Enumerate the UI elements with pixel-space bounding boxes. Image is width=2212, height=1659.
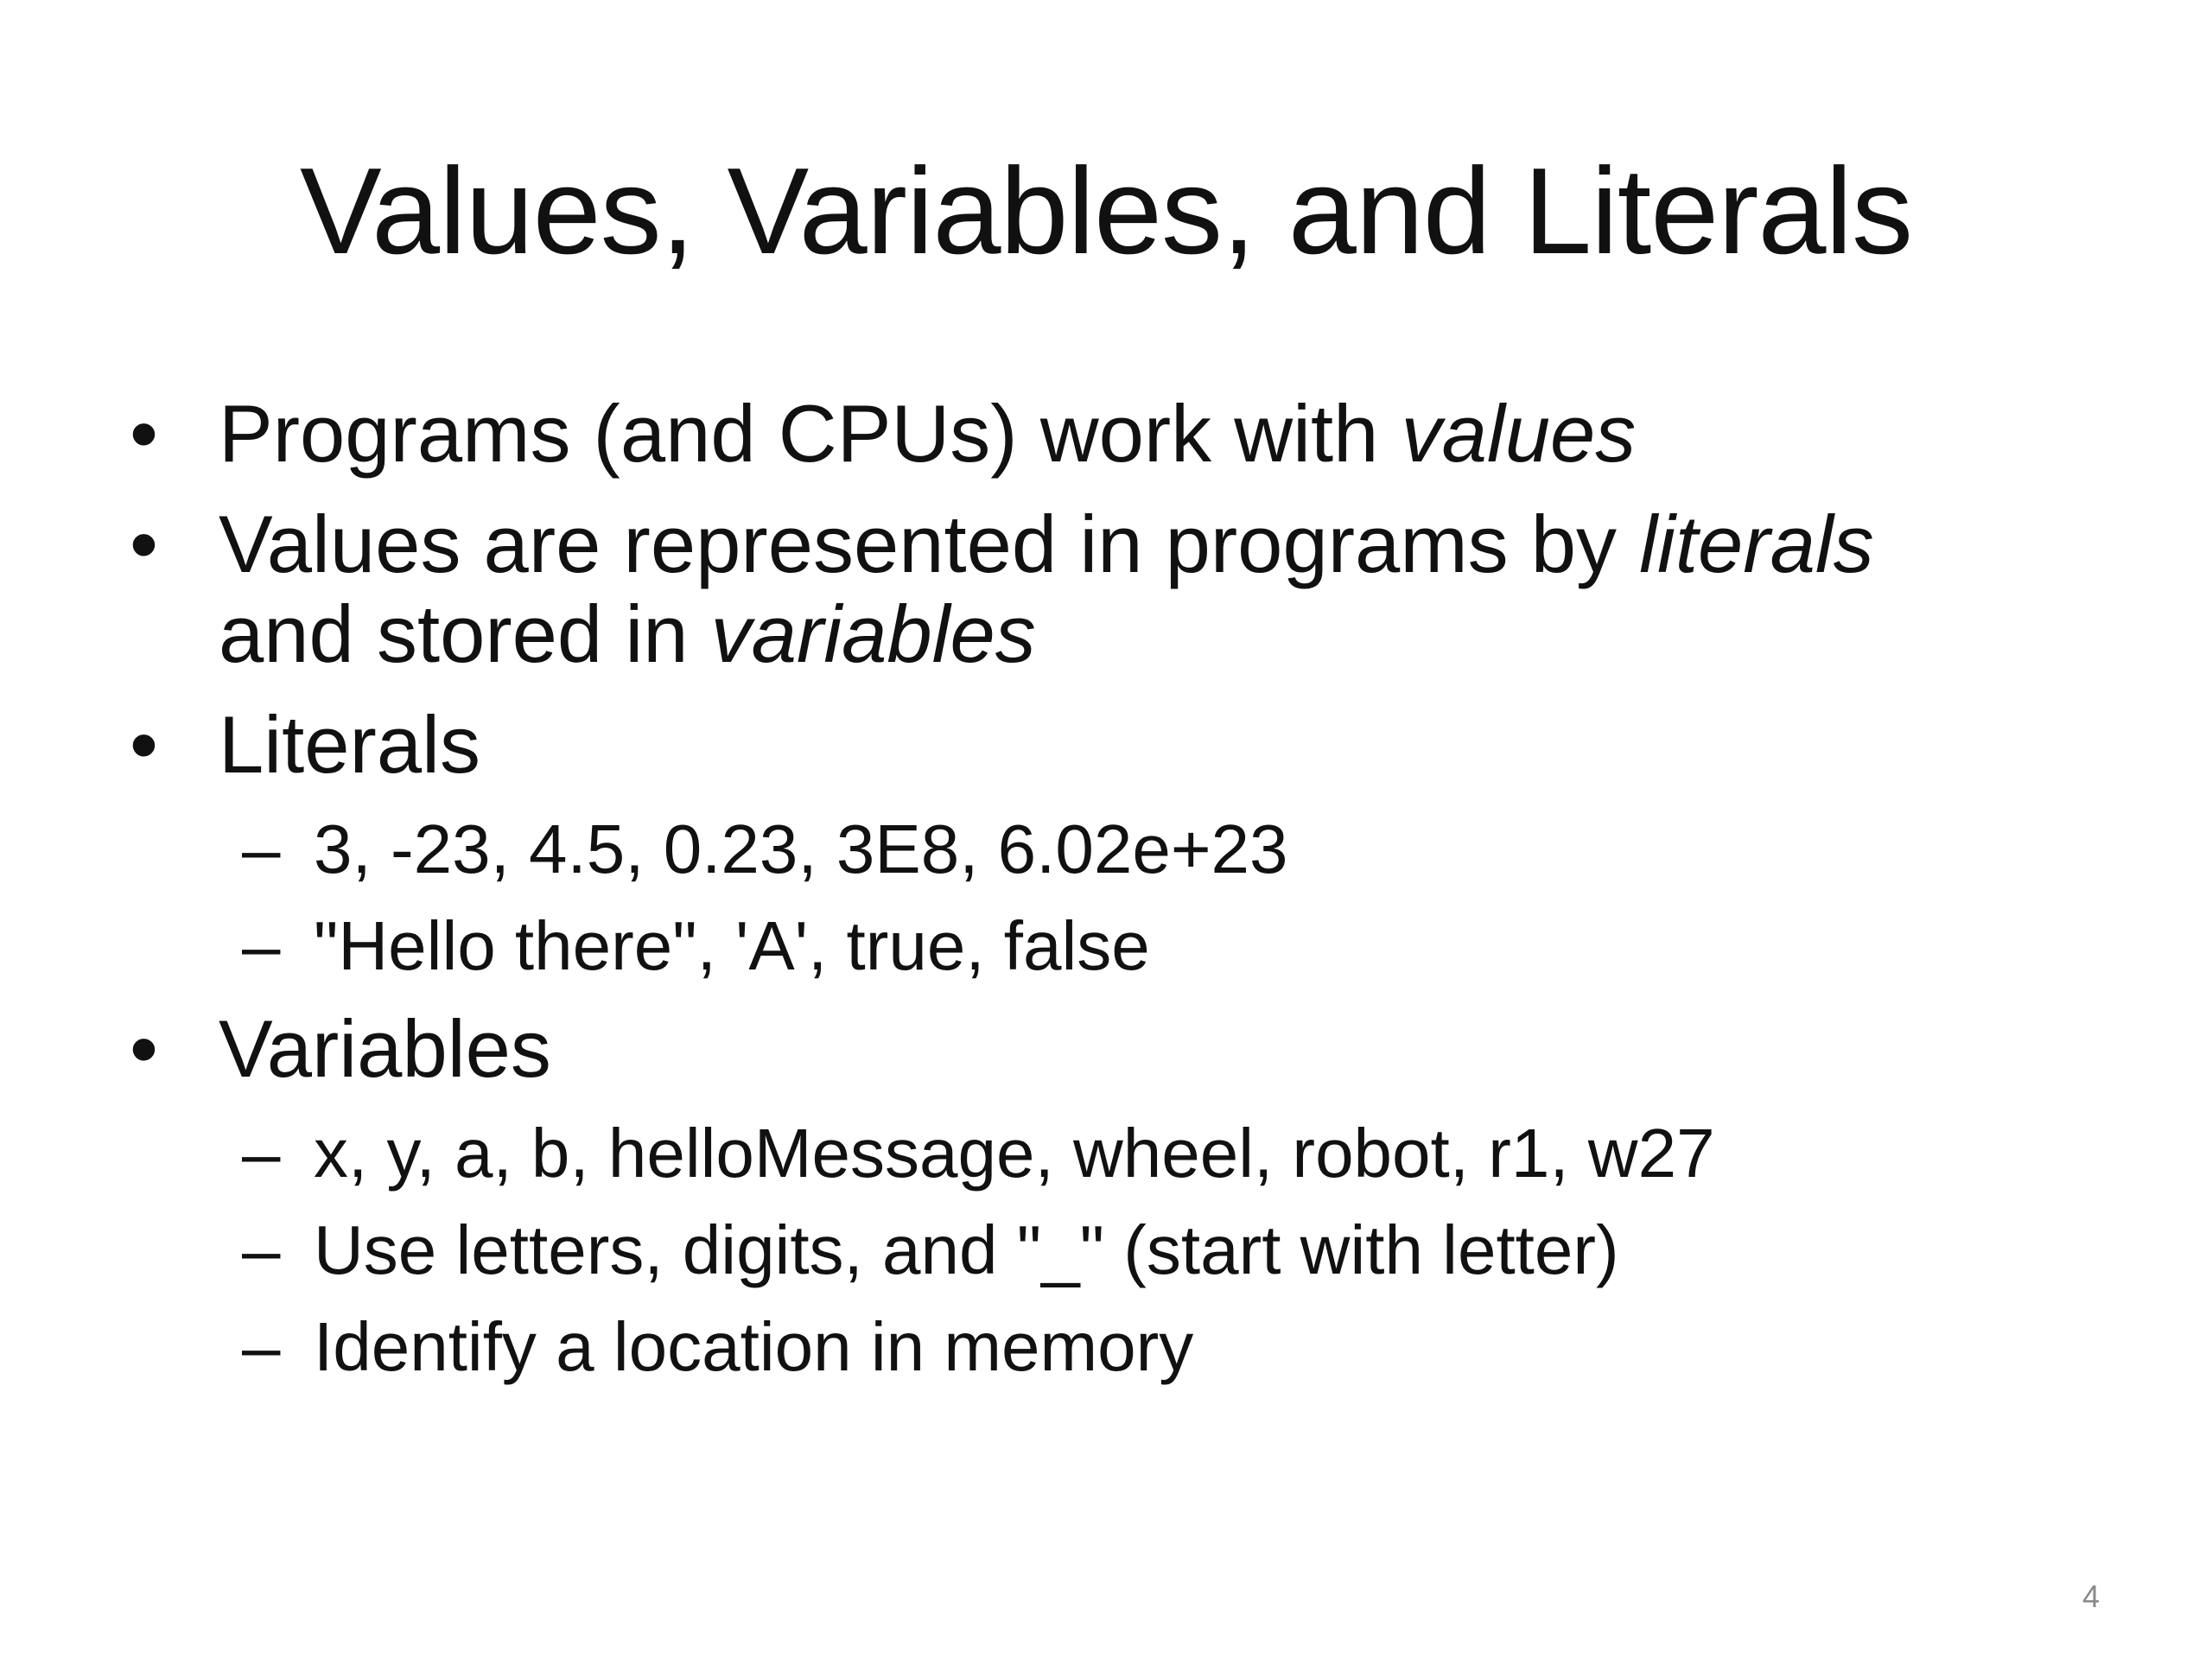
bullet-values-represented <box>130 499 2117 679</box>
bullet-marker: • <box>130 699 158 790</box>
bullet-marker: • <box>130 1003 158 1094</box>
subitem-text: x, y, a, b, helloMessage, wheel, robot, r1, w27 <box>314 1115 1715 1192</box>
slide-number: 4 <box>2082 1579 2100 1614</box>
bullet-variables <box>130 1004 2117 1094</box>
bullet-label: Variables <box>219 1003 551 1094</box>
subitem-literal-numbers <box>130 810 2117 888</box>
subitem-variable-examples <box>130 1115 2117 1192</box>
bullet-text-part: and stored in <box>219 588 711 679</box>
subitem-text: Identify a location in memory <box>314 1308 1194 1385</box>
bullet-text-part: Values are represented in programs by <box>219 499 1640 589</box>
bullet-text-part: Programs (and CPUs) work with <box>219 388 1402 479</box>
bullet-text <box>219 499 2117 679</box>
bullet-marker: • <box>130 388 158 479</box>
subitem-marker: – <box>242 1308 281 1385</box>
bullet-text <box>219 389 2117 479</box>
subitem-marker: – <box>242 810 281 887</box>
emphasis-literals: literals <box>1639 499 1874 589</box>
subitem-marker: – <box>242 1211 281 1288</box>
subitem-text: Use letters, digits, and "_" (start with letter) <box>314 1211 1619 1288</box>
bullet-marker: • <box>130 499 158 589</box>
slide-body <box>130 389 2117 1405</box>
slide-title: Values, Variables, and Literals <box>299 143 1913 280</box>
subitem-text: 3, -23, 4.5, 0.23, 3E8, 6.02e+23 <box>314 810 1288 887</box>
emphasis-variables: variables <box>710 588 1036 679</box>
subitem-marker: – <box>242 1115 281 1192</box>
bullet-programs-values <box>130 389 2117 479</box>
subitem-literal-strings <box>130 907 2117 985</box>
emphasis-values: values <box>1401 388 1637 479</box>
subitem-variable-memory <box>130 1308 2117 1386</box>
subitem-variable-naming <box>130 1211 2117 1289</box>
subitem-marker: – <box>242 907 281 984</box>
bullet-label: Literals <box>219 699 481 790</box>
subitem-text: "Hello there", 'A', true, false <box>314 907 1150 984</box>
bullet-literals <box>130 700 2117 790</box>
